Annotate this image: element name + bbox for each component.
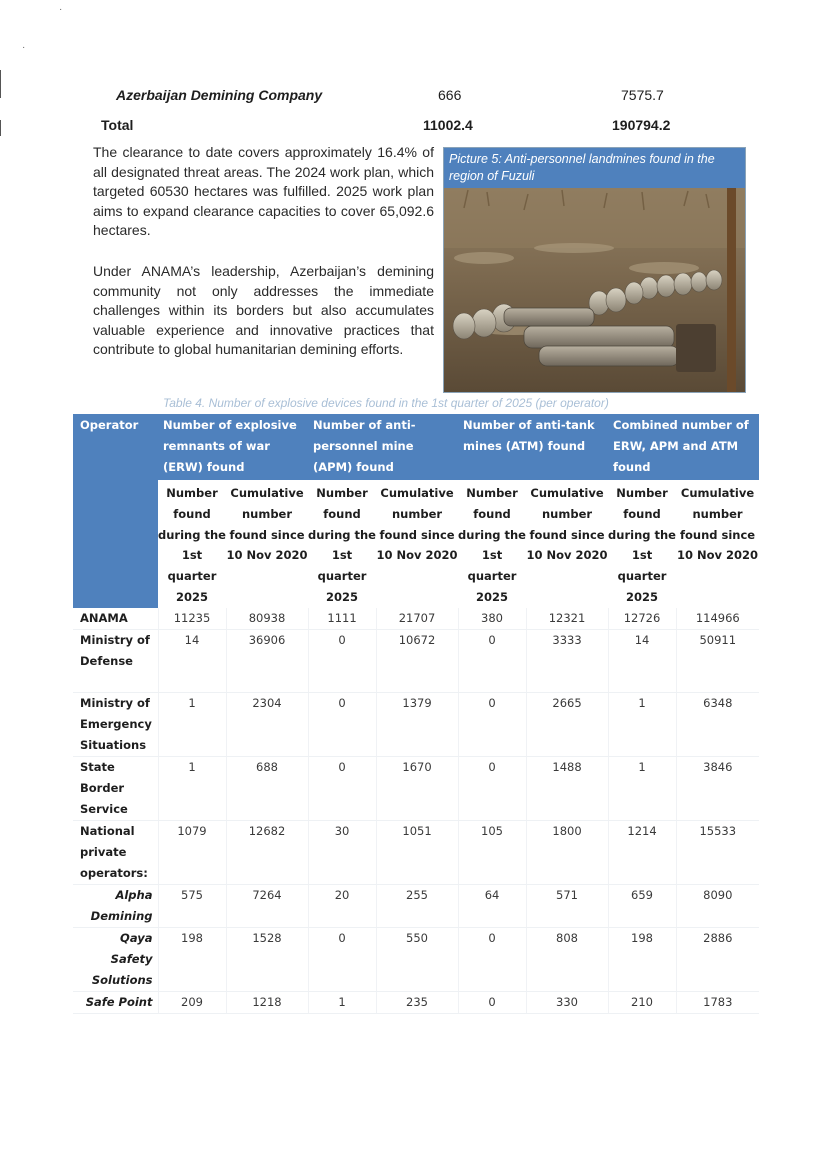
value-cell: 1488 xyxy=(526,756,608,820)
value-cell: 0 xyxy=(308,692,376,756)
value-cell: 1 xyxy=(158,692,226,756)
value-cell: 50911 xyxy=(676,629,759,692)
value-cell: 2665 xyxy=(526,692,608,756)
table-body xyxy=(73,608,759,1014)
value-cell: 21707 xyxy=(376,608,458,630)
quarter-subheader: Number found during the 1st quarter 2025 xyxy=(158,480,226,608)
value-cell: 80938 xyxy=(226,608,308,630)
value-cell: 1214 xyxy=(608,820,676,884)
value-cell: 3846 xyxy=(676,756,759,820)
clearance-paragraph: The clearance to date covers approximately 16.4% of all designated threat areas. The 2024 work plan, which targeted 60530 hectares was fulfilled. 2025 work plan aims to expand clearance capacities to cover 65,092.6 hectares. xyxy=(93,144,434,238)
operator-name: Qaya Safety Solutions xyxy=(73,927,158,991)
value-cell: 1 xyxy=(608,756,676,820)
value-cell: 1218 xyxy=(226,991,308,1013)
value-cell: 0 xyxy=(458,629,526,692)
cumulative-subheader: Cumulative number found since 10 Nov 2020 xyxy=(526,480,608,608)
value-cell: 0 xyxy=(458,756,526,820)
table-caption: Table 4. Number of explosive devices found in the 1st quarter of 2025 (per operator) xyxy=(163,396,609,410)
cumulative-subheader: Cumulative number found since 10 Nov 2020 xyxy=(226,480,308,608)
value-cell: 1 xyxy=(158,756,226,820)
explosive-devices-table xyxy=(73,414,759,1014)
value-cell: 198 xyxy=(158,927,226,991)
value-cell: 1 xyxy=(308,991,376,1013)
operator-name: Alpha Demining xyxy=(73,884,158,927)
quarter-subheader: Number found during the 1st quarter 2025 xyxy=(608,480,676,608)
value-cell: 14 xyxy=(158,629,226,692)
value-cell: 1800 xyxy=(526,820,608,884)
value-cell: 7264 xyxy=(226,884,308,927)
scan-edge-mark xyxy=(0,120,1,136)
value-cell: 105 xyxy=(458,820,526,884)
value-cell: 20 xyxy=(308,884,376,927)
value-cell: 6348 xyxy=(676,692,759,756)
value-cell: 64 xyxy=(458,884,526,927)
operator-name: ANAMA xyxy=(73,608,158,630)
value-cell: 30 xyxy=(308,820,376,884)
value-cell: 550 xyxy=(376,927,458,991)
value-cell: 12321 xyxy=(526,608,608,630)
value-cell: 36906 xyxy=(226,629,308,692)
value-cell: 808 xyxy=(526,927,608,991)
value-cell: 14 xyxy=(608,629,676,692)
value-cell: 659 xyxy=(608,884,676,927)
value-cell: 571 xyxy=(526,884,608,927)
operator-name: State Border Service xyxy=(73,756,158,820)
value-cell: 10672 xyxy=(376,629,458,692)
value-cell: 1379 xyxy=(376,692,458,756)
company-label: Azerbaijan Demining Company xyxy=(116,87,323,103)
scan-speck: · xyxy=(59,4,63,15)
value-cell: 235 xyxy=(376,991,458,1013)
operator-name: National private operators: xyxy=(73,820,158,884)
value-cell: 0 xyxy=(458,991,526,1013)
scan-edge-mark xyxy=(0,70,1,98)
value-cell: 12726 xyxy=(608,608,676,630)
operator-name: Safe Point xyxy=(73,991,158,1013)
operator-name: Ministry of Emergency Situations xyxy=(73,692,158,756)
value-cell: 1111 xyxy=(308,608,376,630)
value-cell: 114966 xyxy=(676,608,759,630)
cumulative-subheader: Cumulative number found since 10 Nov 2020 xyxy=(376,480,458,608)
quarter-subheader: Number found during the 1st quarter 2025 xyxy=(308,480,376,608)
value-cell: 15533 xyxy=(676,820,759,884)
table-row xyxy=(73,608,759,630)
erw-group-header: Number of explosive remnants of war (ERW) found xyxy=(158,414,308,480)
value-cell: 380 xyxy=(458,608,526,630)
scan-speck: · xyxy=(22,42,26,53)
value-cell: 1051 xyxy=(376,820,458,884)
apm-group-header: Number of anti-personnel mine (APM) found xyxy=(308,414,458,480)
value-cell: 210 xyxy=(608,991,676,1013)
value-cell: 11235 xyxy=(158,608,226,630)
table-row xyxy=(73,629,759,692)
picture-caption: Picture 5: Anti-personnel landmines found in the region of Fuzuli xyxy=(444,148,745,188)
value-cell: 1528 xyxy=(226,927,308,991)
value-cell: 8090 xyxy=(676,884,759,927)
operator-header: Operator xyxy=(73,414,158,608)
value-cell: 255 xyxy=(376,884,458,927)
combined-group-header: Combined number of ERW, APM and ATM found xyxy=(608,414,759,480)
total-value-b: 190794.2 xyxy=(612,117,671,133)
value-cell: 688 xyxy=(226,756,308,820)
total-label: Total xyxy=(101,117,134,133)
value-cell: 2886 xyxy=(676,927,759,991)
value-cell: 209 xyxy=(158,991,226,1013)
value-cell: 1670 xyxy=(376,756,458,820)
company-value-a: 666 xyxy=(438,87,462,103)
atm-group-header: Number of anti-tank mines (ATM) found xyxy=(458,414,608,480)
table-row xyxy=(73,820,759,884)
value-cell: 3333 xyxy=(526,629,608,692)
value-cell: 1783 xyxy=(676,991,759,1013)
value-cell: 2304 xyxy=(226,692,308,756)
value-cell: 198 xyxy=(608,927,676,991)
value-cell: 12682 xyxy=(226,820,308,884)
landmines-photo xyxy=(443,147,746,393)
table-row xyxy=(73,692,759,756)
value-cell: 0 xyxy=(308,629,376,692)
value-cell: 575 xyxy=(158,884,226,927)
value-cell: 0 xyxy=(458,927,526,991)
value-cell: 1079 xyxy=(158,820,226,884)
table-row xyxy=(73,991,759,1013)
table-row xyxy=(73,927,759,991)
operator-name: Ministry of Defense xyxy=(73,629,158,692)
table-row xyxy=(73,884,759,927)
value-cell: 0 xyxy=(458,692,526,756)
cumulative-subheader: Cumulative number found since 10 Nov 2020 xyxy=(676,480,759,608)
value-cell: 330 xyxy=(526,991,608,1013)
company-value-b: 7575.7 xyxy=(621,87,664,103)
total-value-a: 11002.4 xyxy=(423,117,473,133)
quarter-subheader: Number found during the 1st quarter 2025 xyxy=(458,480,526,608)
leadership-paragraph: Under ANAMA’s leadership, Azerbaijan’s demining community not only addresses the immediate challenges within its borders but also accumulates valuable experience and innovative practices that contribute to global humanitarian demining efforts. xyxy=(93,263,434,357)
value-cell: 0 xyxy=(308,927,376,991)
value-cell: 0 xyxy=(308,756,376,820)
table-row xyxy=(73,756,759,820)
value-cell: 1 xyxy=(608,692,676,756)
